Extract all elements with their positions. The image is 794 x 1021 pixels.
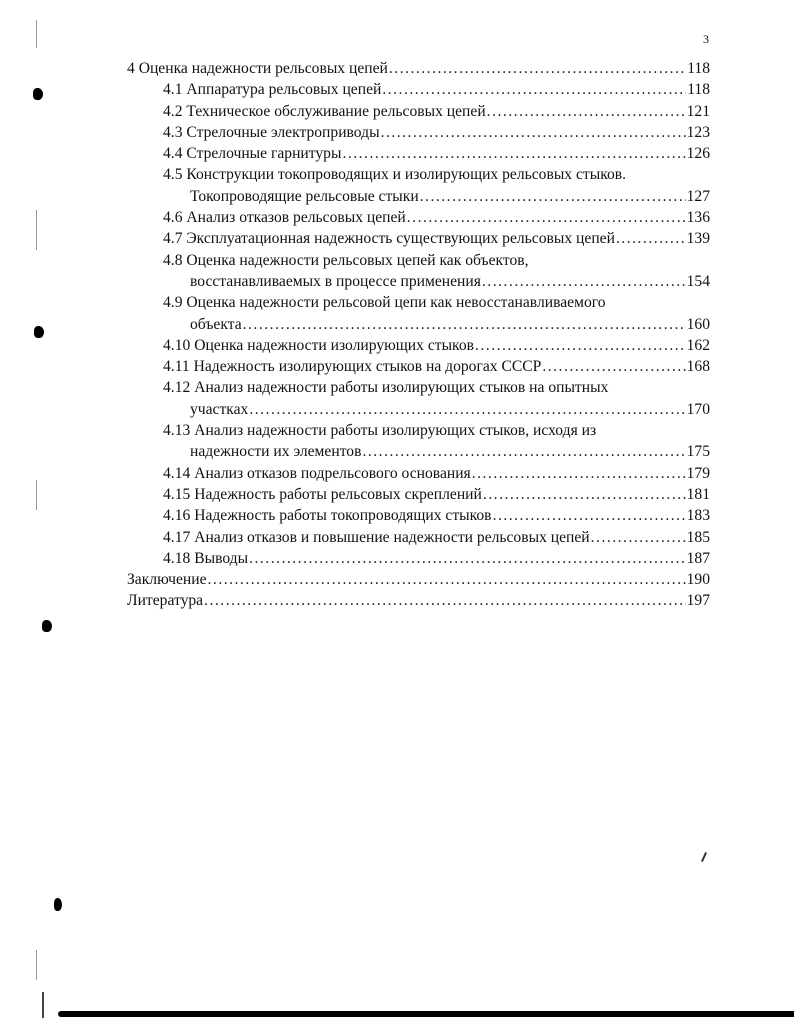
toc-dot-leader xyxy=(249,399,685,420)
toc-entry-line xyxy=(163,101,710,122)
scan-margin-line xyxy=(36,20,37,48)
toc-page-number: 170 xyxy=(686,400,710,418)
toc-entry xyxy=(163,228,710,249)
toc-entry-title: Заключение xyxy=(127,571,207,589)
toc-entry-title: объекта xyxy=(190,315,242,333)
toc-page-number: 126 xyxy=(686,145,710,163)
toc-dot-leader xyxy=(208,569,686,590)
toc-entry-title: 4.2 Техническое обслуживание рельсовых цепей xyxy=(163,102,486,120)
toc-entry-line xyxy=(163,122,710,143)
toc-page-number: 190 xyxy=(686,571,710,589)
toc-entry-line xyxy=(163,505,710,526)
toc-entry xyxy=(127,58,710,79)
toc-entry-line xyxy=(163,420,710,441)
toc-dot-leader xyxy=(389,58,686,79)
toc-entry-title: 4.3 Стрелочные электроприводы xyxy=(163,123,380,141)
toc-entry xyxy=(163,548,710,569)
toc-dot-leader xyxy=(487,101,686,122)
toc-dot-leader xyxy=(249,548,686,569)
page-number: 3 xyxy=(703,32,709,46)
toc-entry-line xyxy=(163,207,710,228)
toc-entry-title: 4.10 Оценка надежности изолирующих стыков xyxy=(163,336,474,354)
toc-entry xyxy=(163,292,710,335)
toc-entry-line xyxy=(163,271,710,292)
scan-margin-line xyxy=(36,480,37,510)
stray-pen-mark xyxy=(701,852,707,862)
toc-entry-line xyxy=(127,569,710,590)
toc-page-number: 168 xyxy=(686,358,710,376)
toc-page-number: 197 xyxy=(686,592,710,610)
scan-bottom-edge xyxy=(58,1011,794,1017)
toc-dot-leader xyxy=(204,590,686,611)
toc-entry xyxy=(163,335,710,356)
toc-dot-leader xyxy=(382,79,686,100)
toc-dot-leader xyxy=(420,186,686,207)
toc-page-number: 179 xyxy=(686,464,710,482)
toc-dot-leader xyxy=(362,441,685,462)
toc-entry-title: Литература xyxy=(127,592,204,610)
toc-entry-title: 4.13 Анализ надежности работы изолирующих стыков, исходя из xyxy=(163,422,597,440)
toc-dot-leader xyxy=(243,314,686,335)
binder-hole-mark xyxy=(42,620,52,632)
toc-entry-line xyxy=(163,399,710,420)
toc-dot-leader xyxy=(482,271,686,292)
toc-page-number: 181 xyxy=(686,485,710,503)
toc-entry-line xyxy=(127,590,710,611)
toc-entry-title: 4.18 Выводы xyxy=(163,549,249,567)
toc-entry xyxy=(163,79,710,100)
toc-entry xyxy=(163,164,710,207)
binder-hole-mark xyxy=(34,326,44,338)
toc-entry-line xyxy=(163,484,710,505)
toc-entry-title: 4 Оценка надежности рельсовых цепей xyxy=(127,60,388,77)
toc-entry-line xyxy=(163,335,710,356)
toc-entry-line xyxy=(163,441,710,462)
toc-entry-title: Токопроводящие рельсовые стыки xyxy=(190,187,419,205)
table-of-contents xyxy=(127,58,710,612)
scan-margin-line xyxy=(36,210,37,250)
toc-entry-line xyxy=(163,228,710,249)
toc-entry-title: участках xyxy=(190,400,249,418)
toc-entry xyxy=(163,250,710,293)
toc-entry-line xyxy=(163,79,710,100)
toc-page-number: 162 xyxy=(686,336,710,354)
toc-dot-leader xyxy=(616,228,686,249)
toc-page-number: 118 xyxy=(687,60,710,77)
toc-page-number: 160 xyxy=(686,315,710,333)
toc-entry-line xyxy=(163,164,710,185)
toc-entry xyxy=(163,527,710,548)
toc-dot-leader xyxy=(591,527,686,548)
toc-entry xyxy=(163,356,710,377)
toc-entry-line xyxy=(163,314,710,335)
toc-page-number: 185 xyxy=(686,528,710,546)
toc-entry xyxy=(127,590,710,611)
toc-entry-title: надежности их элементов xyxy=(190,443,362,461)
toc-entry-title: 4.4 Стрелочные гарнитуры xyxy=(163,145,342,163)
toc-page-number: 127 xyxy=(686,187,710,205)
toc-dot-leader xyxy=(542,356,685,377)
toc-entry xyxy=(163,143,710,164)
toc-entry-title: 4.6 Анализ отказов рельсовых цепей xyxy=(163,209,406,227)
toc-dot-leader xyxy=(472,463,686,484)
toc-entry-line xyxy=(163,463,710,484)
scan-margin-line xyxy=(36,950,37,980)
toc-dot-leader xyxy=(475,335,686,356)
toc-entry-title: восстанавливаемых в процессе применения xyxy=(190,272,481,290)
toc-dot-leader xyxy=(381,122,686,143)
toc-entry-line xyxy=(163,143,710,164)
toc-entry xyxy=(163,484,710,505)
toc-entry-line xyxy=(163,377,710,398)
toc-page-number: 136 xyxy=(686,209,710,227)
toc-entry-title: 4.8 Оценка надежности рельсовых цепей как объектов, xyxy=(163,251,529,269)
toc-entry-title: 4.11 Надежность изолирующих стыков на дорогах СССР xyxy=(163,358,542,376)
toc-page-number: 139 xyxy=(686,230,710,248)
toc-entry xyxy=(163,463,710,484)
toc-entry-title: 4.15 Надежность работы рельсовых скреплений xyxy=(163,485,482,503)
toc-page-number: 154 xyxy=(686,272,710,290)
toc-dot-leader xyxy=(407,207,686,228)
toc-entry-line xyxy=(127,58,710,79)
toc-page-number: 183 xyxy=(686,507,710,525)
toc-entry-line xyxy=(163,292,710,313)
toc-page-number: 123 xyxy=(686,123,710,141)
toc-entry-title: 4.12 Анализ надежности работы изолирующих стыков на опытных xyxy=(163,379,609,397)
toc-entry-title: 4.14 Анализ отказов подрельсового основания xyxy=(163,464,471,482)
toc-entry-title: 4.17 Анализ отказов и повышение надежности рельсовых цепей xyxy=(163,528,590,546)
toc-dot-leader xyxy=(342,143,685,164)
toc-dot-leader xyxy=(493,505,686,526)
toc-entry-title: 4.16 Надежность работы токопроводящих стыков xyxy=(163,507,492,525)
toc-entry xyxy=(127,569,710,590)
toc-entry xyxy=(163,420,710,463)
binder-hole-mark xyxy=(33,88,43,100)
toc-entry xyxy=(163,122,710,143)
toc-page-number: 175 xyxy=(686,443,710,461)
toc-entry-line xyxy=(163,548,710,569)
binder-hole-mark xyxy=(54,898,62,911)
toc-entry xyxy=(163,207,710,228)
toc-entry xyxy=(163,101,710,122)
toc-entry xyxy=(163,505,710,526)
toc-entry-title: 4.1 Аппаратура рельсовых цепей xyxy=(163,81,382,99)
toc-page-number: 187 xyxy=(686,549,710,567)
toc-entry-line xyxy=(163,250,710,271)
toc-entry-line xyxy=(163,356,710,377)
toc-entry-line xyxy=(163,186,710,207)
toc-entry-title: 4.5 Конструкции токопроводящих и изолирующих рельсовых стыков. xyxy=(163,166,627,184)
toc-entry-title: 4.7 Эксплуатационная надежность существующих рельсовых цепей xyxy=(163,230,615,248)
toc-entry xyxy=(163,377,710,420)
toc-entry-line xyxy=(163,527,710,548)
toc-page-number: 118 xyxy=(687,81,710,99)
toc-dot-leader xyxy=(483,484,686,505)
scan-edge-mark xyxy=(42,992,44,1018)
toc-entry-title: 4.9 Оценка надежности рельсовой цепи как невосстанавливаемого xyxy=(163,294,606,312)
toc-page-number: 121 xyxy=(686,102,710,120)
